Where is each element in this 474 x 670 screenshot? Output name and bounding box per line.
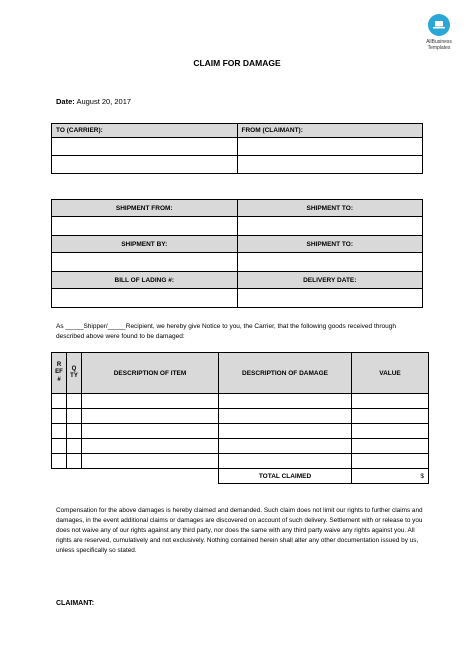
qty-header: Q TY <box>67 353 82 394</box>
damage-cell[interactable] <box>219 454 352 469</box>
value-cell[interactable] <box>352 409 429 424</box>
item-cell[interactable] <box>82 454 219 469</box>
value-cell[interactable] <box>352 454 429 469</box>
table-row <box>52 424 429 439</box>
to-carrier-header: TO (CARRIER): <box>52 124 238 138</box>
shipment-to-header: SHIPMENT TO: <box>237 200 423 217</box>
shipment-to-field-2[interactable] <box>237 253 423 272</box>
value-cell[interactable] <box>352 394 429 409</box>
qty-cell[interactable] <box>67 454 82 469</box>
parties-table <box>51 123 423 174</box>
ref-header: R EF # <box>52 353 67 394</box>
delivery-date-field[interactable] <box>237 289 423 308</box>
ref-cell[interactable] <box>52 424 67 439</box>
bill-of-lading-header: BILL OF LADING #: <box>52 272 238 289</box>
qty-cell[interactable] <box>67 394 82 409</box>
brand-logo <box>416 14 462 51</box>
from-claimant-field-2[interactable] <box>237 156 423 174</box>
damage-cell[interactable] <box>219 409 352 424</box>
damage-cell[interactable] <box>219 394 352 409</box>
claimant-label: CLAIMANT: <box>56 600 95 607</box>
damaged-items-table <box>51 352 429 484</box>
item-cell[interactable] <box>82 394 219 409</box>
terms-paragraph: Compensation for the above damages is hereby claimed and demanded. Such claim does not limit our rights to further claims and damages, in the event additional claims or damages are discovered on account of such delivery. Settlement with or release to you does not waive any of our rights against any third party, nor does the same with any third party waive any rights against you. All rights are reserved, cumulatively and not exclusively. Nothing contained herein shall alter any other documentation issued by us, unless specifically so stated. <box>56 507 423 554</box>
date-value: August 20, 2017 <box>76 97 132 106</box>
table-row <box>52 409 429 424</box>
item-cell[interactable] <box>82 409 219 424</box>
value-cell[interactable] <box>352 439 429 454</box>
total-spacer <box>52 469 219 484</box>
total-claimed-label: TOTAL CLAIMED <box>219 469 352 484</box>
page-title: CLAIM FOR DAMAGE <box>193 58 281 68</box>
table-row <box>52 439 429 454</box>
laptop-icon <box>428 14 450 36</box>
shipment-by-field[interactable] <box>52 253 238 272</box>
shipment-by-header: SHIPMENT BY: <box>52 236 238 253</box>
shipment-from-header: SHIPMENT FROM: <box>52 200 238 217</box>
delivery-date-header: DELIVERY DATE: <box>237 272 423 289</box>
total-row <box>52 469 429 484</box>
value-header: VALUE <box>352 353 429 394</box>
total-claimed-value[interactable]: $ <box>352 469 429 484</box>
date-label: Date: <box>56 97 75 106</box>
item-cell[interactable] <box>82 439 219 454</box>
damage-cell[interactable] <box>219 439 352 454</box>
ref-cell[interactable] <box>52 439 67 454</box>
item-description-header: DESCRIPTION OF ITEM <box>82 353 219 394</box>
from-claimant-field-1[interactable] <box>237 138 423 156</box>
qty-cell[interactable] <box>67 409 82 424</box>
shipment-to-field[interactable] <box>237 217 423 236</box>
logo-line-1: AllBusiness <box>426 39 452 45</box>
damage-notice: As _____Shipper/_____Recipient, we hereby give Notice to you, the Carrier, that the following goods received through described above were found to be damaged: <box>56 323 397 340</box>
qty-cell[interactable] <box>67 424 82 439</box>
damage-description-header: DESCRIPTION OF DAMAGE <box>219 353 352 394</box>
from-claimant-header: FROM (CLAIMANT): <box>237 124 423 138</box>
shipment-to-header-2: SHIPMENT TO: <box>237 236 423 253</box>
to-carrier-field-1[interactable] <box>52 138 238 156</box>
table-row <box>52 454 429 469</box>
ref-cell[interactable] <box>52 409 67 424</box>
shipment-table <box>51 199 423 308</box>
ref-cell[interactable] <box>52 394 67 409</box>
date-line <box>56 97 131 106</box>
qty-cell[interactable] <box>67 439 82 454</box>
value-cell[interactable] <box>352 424 429 439</box>
shipment-from-field[interactable] <box>52 217 238 236</box>
to-carrier-field-2[interactable] <box>52 156 238 174</box>
logo-line-2: Templates <box>427 45 451 51</box>
damage-cell[interactable] <box>219 424 352 439</box>
table-row <box>52 394 429 409</box>
ref-cell[interactable] <box>52 454 67 469</box>
bill-of-lading-field[interactable] <box>52 289 238 308</box>
item-cell[interactable] <box>82 424 219 439</box>
